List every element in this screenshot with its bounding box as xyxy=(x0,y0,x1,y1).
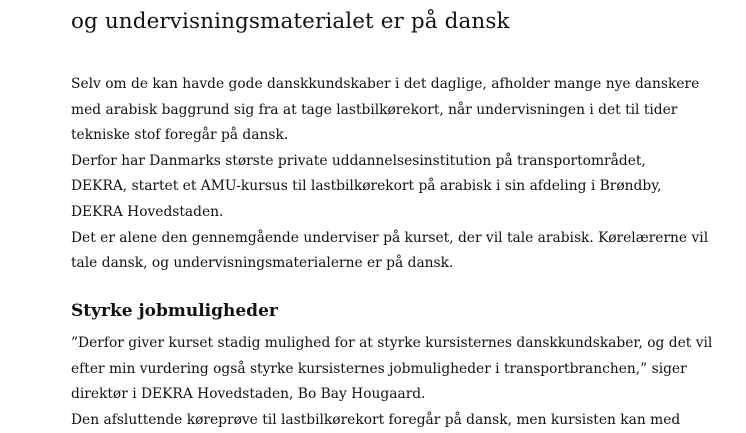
paragraph-4-line: ”Derfor giver kurset stadig mulighed for at styrke kursisternes danskkundskaber, og det vil xyxy=(71,335,713,351)
subheading-styrke-jobmuligheder: Styrke jobmuligheder xyxy=(71,301,278,321)
body-text xyxy=(71,72,709,277)
paragraph-2-line: DEKRA, startet et AMU-kursus til lastbilkørekort på arabisk i sin afdeling i Brøndby, xyxy=(71,178,662,195)
section-heading: og undervisningsmaterialet er på dansk xyxy=(71,9,510,34)
paragraph-1-line: Selv om de kan havde gode danskkundskaber i det daglige, afholder mange nye danskere xyxy=(71,76,700,92)
paragraph-2-line: Derfor har Danmarks største private uddannelsesinstitution på transportområdet, xyxy=(71,152,646,169)
paragraph-4-line: Den afsluttende køreprøve til lastbilkørekort foregår på dansk, men kursisten kan med xyxy=(71,411,681,428)
paragraph-4-line: efter min vurdering også styrke kursisternes jobmuligheder i transportbranchen,” siger xyxy=(71,360,687,377)
paragraph-1-line: tekniske stof foregår på dansk. xyxy=(71,127,289,144)
paragraph-3-line: tale dansk, og undervisningsmaterialerne er på dansk. xyxy=(71,255,454,272)
paragraph-2-line: DEKRA Hovedstaden. xyxy=(71,203,224,220)
paragraph-1-line: med arabisk baggrund sig fra at tage lastbilkørekort, når undervisningen i det til tider xyxy=(71,101,678,118)
body-text-2 xyxy=(71,331,713,433)
paragraph-3-line: Det er alene den gennemgående underviser på kurset, der vil tale arabisk. Kørelærerne vil xyxy=(71,229,709,246)
paragraph-4-line: direktør i DEKRA Hovedstaden, Bo Bay Hougaard. xyxy=(71,386,426,403)
